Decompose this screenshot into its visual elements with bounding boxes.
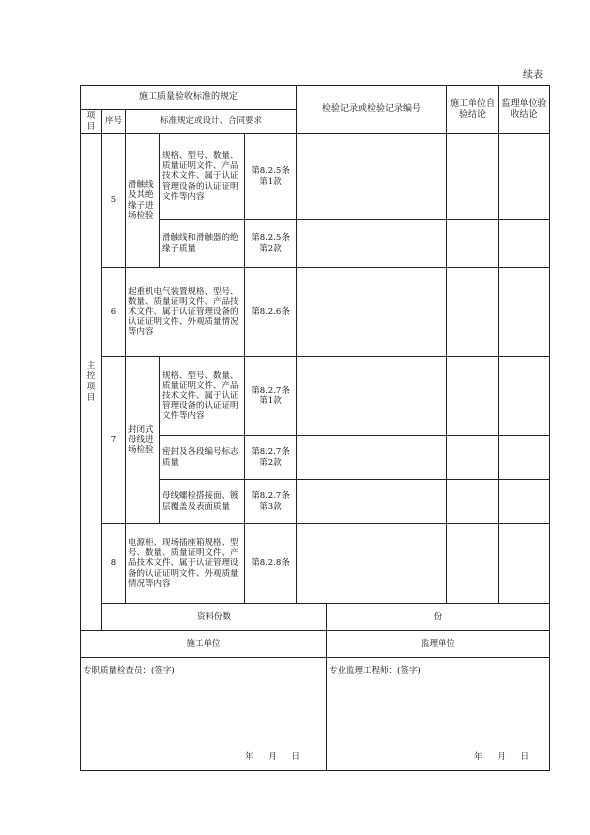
row-8-supervisor[interactable] — [499, 524, 550, 604]
row-7-sub2-supervisor[interactable] — [499, 436, 550, 480]
constructor-sign-label: 专职质量检查员：(签字) — [83, 666, 175, 676]
row-7-group: 封闭式母线进场检验 — [126, 357, 160, 524]
col-item-header: 项目 — [81, 110, 102, 134]
supervisor-unit: 监理单位 — [327, 631, 550, 658]
row-7-no: 7 — [102, 357, 126, 524]
row-8-constructor[interactable] — [447, 524, 499, 604]
row-6-constructor[interactable] — [447, 268, 499, 357]
row-8-record[interactable] — [297, 524, 447, 604]
doc-count-unit[interactable]: 份 — [327, 604, 550, 631]
row-5-no: 5 — [102, 134, 126, 268]
constructor-check-title: 施工单位自验结论 — [447, 86, 499, 134]
row-5-sub2-clause: 第8.2.5条第2款 — [245, 220, 297, 268]
row-5-group: 滑触线及其绝缘子进场检验 — [126, 134, 160, 268]
row-7-sub3-record[interactable] — [297, 480, 447, 524]
supervisor-signature-area[interactable] — [327, 658, 550, 771]
col-requirement-header: 标准规定或设计、合同要求 — [126, 110, 297, 134]
row-8-text: 电源柜、现场插座箱规格、型号、数量、质量证明文件、产品技术文件、属于认证管理设备的认证证明文件、外观质量情况等内容 — [126, 524, 245, 604]
row-5-sub1-clause: 第8.2.5条第1款 — [245, 134, 297, 220]
row-7-sub2-record[interactable] — [297, 436, 447, 480]
row-8-no: 8 — [102, 524, 126, 604]
row-5-sub2-supervisor[interactable] — [499, 220, 550, 268]
category-label: 主控项目 — [81, 134, 102, 631]
supervisor-sign-label: 专业监理工程师：(签字) — [329, 666, 421, 676]
row-7-sub3-supervisor[interactable] — [499, 480, 550, 524]
row-5-sub1-constructor[interactable] — [447, 134, 499, 220]
row-7-sub2-constructor[interactable] — [447, 436, 499, 480]
standard-title: 施工质量验收标准的规定 — [81, 86, 297, 110]
row-5-sub1-record[interactable] — [297, 134, 447, 220]
row-7-sub1-supervisor[interactable] — [499, 357, 550, 436]
row-7-sub3-clause: 第8.2.7条第3款 — [245, 480, 297, 524]
row-7-sub1-record[interactable] — [297, 357, 447, 436]
row-5-sub2-record[interactable] — [297, 220, 447, 268]
row-7-sub1-text: 规格、型号、数量、质量证明文件、产品技术文件、属于认证管理设备的认证证明文件等内容 — [160, 357, 245, 436]
continued-label: 续表 — [523, 70, 543, 81]
doc-count-label: 资料份数 — [102, 604, 327, 631]
row-7-sub3-constructor[interactable] — [447, 480, 499, 524]
row-5-sub1-text: 规格、型号、数量、质量证明文件、产品技术文件、属于认证管理设备的认证证明文件等内容 — [160, 134, 245, 220]
inspection-table — [80, 85, 550, 771]
supervisor-check-title: 监理单位验收结论 — [499, 86, 550, 134]
row-6-record[interactable] — [297, 268, 447, 357]
row-7-sub2-clause: 第8.2.7条第2款 — [245, 436, 297, 480]
row-6-no: 6 — [102, 268, 126, 357]
record-title: 检验记录或检验记录编号 — [297, 86, 447, 134]
col-no-header: 序号 — [102, 110, 126, 134]
row-7-sub3-text: 母线螺栓搭接面、镀层覆盖及表面质量 — [160, 480, 245, 524]
constructor-date: 年 月 日 — [245, 751, 307, 762]
row-5-sub2-text: 滑触线和滑触器的绝缘子质量 — [160, 220, 245, 268]
row-6-clause: 第8.2.6条 — [245, 268, 297, 357]
supervisor-date: 年 月 日 — [474, 751, 536, 762]
row-7-sub1-clause: 第8.2.7条第1款 — [245, 357, 297, 436]
row-5-sub2-constructor[interactable] — [447, 220, 499, 268]
constructor-signature-area[interactable] — [81, 658, 327, 771]
row-7-sub1-constructor[interactable] — [447, 357, 499, 436]
row-8-clause: 第8.2.8条 — [245, 524, 297, 604]
row-6-text: 起重机电气装置规格、型号、数量、质量证明文件、产品技术文件、属于认证管理设备的认证证明文件、外观质量情况等内容 — [126, 268, 245, 357]
constructor-unit: 施工单位 — [81, 631, 327, 658]
row-7-sub2-text: 密封及各段编号标志质量 — [160, 436, 245, 480]
row-6-supervisor[interactable] — [499, 268, 550, 357]
row-5-sub1-supervisor[interactable] — [499, 134, 550, 220]
